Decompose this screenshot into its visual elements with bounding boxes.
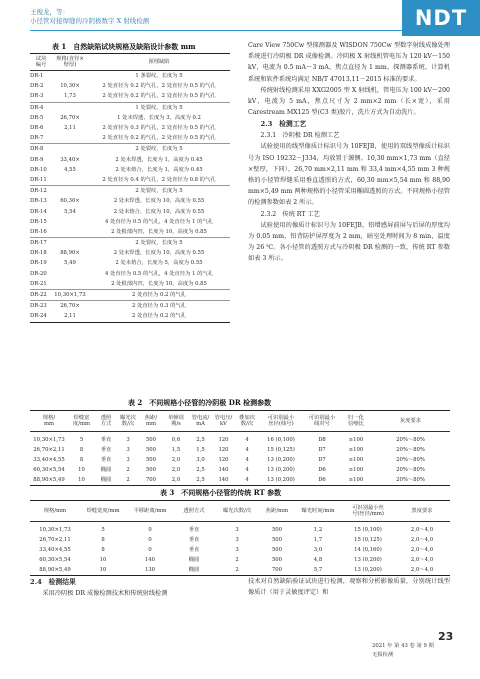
table2-cell: D7 — [318, 457, 326, 463]
table2-row — [30, 465, 450, 475]
table2-cell: 4 — [245, 477, 249, 483]
table2-cell: D8 — [318, 437, 326, 443]
table3-cell: 1,2 — [313, 527, 323, 533]
t1-cell-id: DR-11 — [30, 176, 47, 183]
table1-row — [30, 133, 230, 144]
paragraph-results-start: 采用冷阴极 DR 成像检测技术和传统射线检测 — [42, 590, 168, 597]
table3-cell: 2,0～4,0 — [410, 547, 434, 553]
table3-row — [30, 545, 450, 555]
t1-cell-spec — [52, 186, 88, 197]
ndt-logo: NDT — [402, 0, 480, 36]
t1-cell-spec: 88,90× — [60, 250, 80, 257]
t1-cell-spec: 10,30× — [60, 83, 80, 90]
table2-cell: 3 — [126, 437, 130, 443]
table2-cell: 16 (0,100) — [267, 437, 295, 443]
table3-cell: 1,7 — [313, 537, 323, 543]
table1-caption: 表 1 自然缺陷试块规格及缺陷设计参数 mm — [52, 42, 196, 51]
t2-head-gray: 灰度要求 — [371, 411, 450, 432]
header-authors: 王俊龙，等： — [30, 8, 69, 16]
table2-row — [30, 432, 450, 446]
table2-cell: 0,6 — [171, 437, 181, 443]
table2-cell: 5 — [79, 437, 84, 443]
t2-head-frame: 单帧周 期/s — [163, 411, 189, 432]
table3-cell: 14 (0,160) — [354, 547, 382, 553]
t1-cell-spec — [52, 227, 88, 238]
t1-cell-spec: 5,49 — [64, 260, 76, 267]
t3-head-exposures: 曝光次数/次 — [214, 501, 260, 522]
t1-cell-defect: 2 处裂纹，长度为 5 — [88, 238, 230, 249]
table3-cell: 60,30×5,54 — [39, 557, 71, 563]
table1-row — [30, 238, 230, 249]
t2-head-spec: 规格/ mm — [30, 411, 68, 432]
table2-row — [30, 455, 450, 465]
table3-cell: 15 (0,100) — [354, 527, 382, 533]
table2-cell: D6 — [318, 477, 326, 483]
t1-cell-id: DR-20 — [30, 270, 47, 277]
table3-cell: 0 — [148, 547, 152, 553]
t2-head-focal: 焦距/ mm — [139, 411, 163, 432]
t2-head-current: 管电流/ mA — [189, 411, 212, 432]
table3-cell: 500 — [271, 527, 283, 533]
t1-cell-id: DR-7 — [30, 135, 44, 142]
t1-cell-defect: 2 处直径为 0.3 的气孔 — [88, 301, 230, 312]
t1-cell-defect: 2 处直径为 0.2 的气孔 — [132, 313, 186, 320]
t1-cell-id: DR-4 — [30, 102, 52, 113]
t1-cell-spec: 60,30× — [60, 198, 80, 205]
paragraph-dr-process: 试验使用的线型像质计标识号为 10FEJB，使用的双线型像质计标识号为 ISO 19232－J334，均放置于源侧。10,30 mm×1,73 mm（直径×壁厚，下同），26,70 mm×2,11 mm 和 33,4 mm×4,55 mm 3 种规格的小径管焊缝采用垂直透照的方式，60,30 mm×5,54 mm 和 88,90 mm×5,49 mm 两种规格的小径管采用椭圆透照的方式。不同规格小径管的检测参数如表 2 所示。 — [248, 143, 450, 207]
table3-cell: 10 — [99, 557, 107, 563]
table1-row — [30, 123, 230, 133]
table2-cell: 33,40×4,55 — [33, 457, 65, 463]
section-2-3-2-heading: 2.3.2 传统 RT 工艺 — [260, 210, 320, 218]
t3-head-spec: 规格/mm — [30, 501, 80, 522]
table2-row — [30, 445, 450, 455]
t1-cell-spec — [52, 71, 88, 82]
table3-cell: 13 (0,200) — [354, 567, 382, 573]
table3-cell: 2 — [235, 557, 239, 563]
table3-cell: 2,0～4,0 — [410, 527, 434, 533]
t2-head-stack: 叠加次 数/次 — [235, 411, 259, 432]
table2-cell: 2 — [126, 467, 130, 473]
table2-cell: 3 — [126, 447, 130, 453]
table2-cell: 20%～80% — [396, 467, 425, 473]
t1-cell-spec: 2,11 — [64, 313, 76, 320]
table3-cell: 3 — [235, 547, 239, 553]
table3-cell: 88,90×5,49 — [39, 567, 71, 573]
table2-cell: 10 — [78, 477, 85, 483]
table1-row — [30, 311, 230, 322]
table1 — [30, 53, 230, 323]
table3-cell: 2,0～4,0 — [410, 557, 434, 563]
table2-cell: ≥100 — [348, 437, 364, 443]
table1-row — [30, 113, 230, 123]
table2-cell: 120 — [218, 457, 229, 463]
t2-head-weld-width: 焊缝宽 度/mm — [68, 411, 95, 432]
running-header — [30, 8, 149, 26]
table2-caption: 表 2 不同规格小径管的冷阴极 DR 检测参数 — [128, 398, 272, 407]
table2-cell: 垂直 — [100, 447, 112, 453]
table2-cell: ≥100 — [348, 457, 364, 463]
table1-row — [30, 279, 230, 290]
table2-cell: 3 — [126, 457, 130, 463]
t3-head-weld-width: 焊缝宽度/mm — [80, 501, 126, 522]
paragraph-rt-process: 试验使用的像质计标识号为 10FEJB，铅增感屏前屏与后屏的厚度均为 0.05 mm，铅背防护屏厚度为 2 mm，暗室处理时间为 8 min，温度为 26 ℃。各小径管的透照方式与冷阴极 DR 检测的一致，传统 RT 参数如表 3 所示。 — [248, 221, 450, 263]
section-2-3-heading: 2.3 检测工艺 — [260, 120, 307, 129]
table3-cell: 0 — [148, 527, 152, 533]
t1-cell-spec — [52, 269, 88, 279]
table1-row — [30, 155, 230, 165]
t1-cell-defect: 2 处未熔合，长度为 10，高度为 0.55 — [113, 208, 205, 215]
table1-row — [30, 258, 230, 268]
t1-cell-id: DR-8 — [30, 144, 52, 155]
t1-cell-id: DR-2 — [30, 83, 44, 90]
table2-cell: 2,5 — [196, 477, 205, 483]
table2-cell: 8 — [79, 457, 84, 463]
t1-cell-defect: 2 处直径为 0.3 的气孔，2 处直径为 0.5 的气孔 — [102, 125, 216, 132]
t1-cell-spec — [52, 133, 88, 144]
table2-cell: 20%～80% — [396, 437, 425, 443]
table3-cell: 垂直 — [188, 537, 200, 543]
t1-cell-defect: 4 处直径为 0.5 的气孔，4 处直径为 1 的气孔 — [104, 270, 214, 277]
table3-cell: 2,0～4,0 — [410, 567, 434, 573]
table1-row — [30, 217, 230, 227]
t3-head-focal: 焦距/mm — [260, 501, 294, 522]
table1-row — [30, 144, 230, 155]
table1-row — [30, 186, 230, 197]
table3-cell: 3,0 — [313, 547, 323, 553]
t3-head-shift: 平移距离/mm — [126, 501, 174, 522]
t1-cell-id: DR-16 — [30, 228, 47, 235]
t1-cell-defect: 1 处未焊透，长度为 3，高度为 0.2 — [117, 114, 201, 121]
table3-row — [30, 522, 450, 536]
table2-cell: 2,5 — [196, 437, 205, 443]
table2-cell: 13 (0,200) — [267, 477, 295, 483]
t1-cell-spec: 1,73 — [64, 93, 76, 100]
table3-cell: 4,8 — [313, 557, 323, 563]
t1-head-id: 试块 编号 — [30, 54, 52, 71]
t1-cell-id: DR-22 — [30, 289, 52, 300]
t1-cell-defect: 2 处直径为 0.2 的气孔，2 处直径为 0.5 的气孔 — [102, 135, 216, 142]
table2-cell: 垂直 — [100, 457, 112, 463]
table3-cell: 8 — [101, 547, 105, 553]
table1-row — [30, 196, 230, 206]
t1-cell-id: DR-14 — [30, 208, 47, 215]
table2-cell: 500 — [145, 467, 157, 473]
table2-cell: 500 — [145, 437, 157, 443]
table1-row — [30, 301, 230, 312]
table3-cell: 2 — [235, 567, 239, 573]
t3-head-mode: 透照方式 — [174, 501, 214, 522]
t2-head-snr: 归一化 信噪比 — [341, 411, 371, 432]
t1-cell-id: DR-1 — [30, 73, 44, 80]
table1-row — [30, 206, 230, 216]
table2-cell: 椭圆 — [100, 467, 112, 473]
section-2-3-1-heading: 2.3.1 冷阴极 DR 检测工艺 — [260, 132, 340, 140]
table3-cell: 130 — [144, 567, 156, 573]
table2-cell: 140 — [218, 467, 229, 473]
t1-cell-defect: 2 处裂纹，长度为 5 — [88, 186, 230, 197]
table3-cell: 3 — [235, 537, 239, 543]
table3-cell: 3 — [235, 527, 239, 533]
table2-cell: 88,90×5,49 — [33, 477, 65, 483]
table2-cell: 4 — [245, 437, 249, 443]
t1-head-spec: 规格(直径× 壁厚) — [52, 54, 88, 71]
table2-cell: D7 — [318, 447, 326, 453]
table2-cell: 60,30×5,54 — [33, 467, 65, 473]
table3-cell: 13 (0,200) — [354, 557, 382, 563]
t1-cell-spec: 33,40× — [60, 156, 80, 163]
table3-row — [30, 555, 450, 565]
t1-cell-spec — [52, 238, 88, 249]
table2-cell: 15 (0,125) — [267, 447, 295, 453]
t1-cell-id: DR-15 — [30, 218, 47, 225]
table2-cell: 8 — [79, 447, 84, 453]
table1-row — [30, 71, 230, 82]
t1-cell-spec — [52, 175, 88, 186]
t1-cell-defect: 4 处直径为 0.5 的气孔，4 处直径为 1 的气孔 — [104, 218, 214, 225]
t2-head-wire: 可识别最小 丝径(线号) — [259, 411, 303, 432]
t1-cell-defect: 2 处未焊透，长度为 1，高度为 0.45 — [115, 156, 203, 163]
table2-cell: 140 — [218, 477, 229, 483]
table2-cell: 120 — [218, 437, 229, 443]
t1-cell-spec: 5,54 — [64, 208, 76, 215]
paragraph-equipment: Care View 750Cw 型探测器及 WISDON 750Cw 型数字射线成像处理系统进行冷阴极 DR 成像检测。冷阴极 X 射线机管电压为 120 kV～150 kV，电流为 0.5 mA～3 mA，焦点直径为 1 mm。探测器系统、计算机系统和软件系统均满足 NB/T 47013.11－2015 标准的要求。 — [248, 42, 450, 83]
table2-cell: 2,5 — [196, 467, 205, 473]
table3-cell: 8 — [101, 537, 105, 543]
table2-cell: 4 — [245, 457, 249, 463]
table3-cell: 15 (0,125) — [354, 537, 382, 543]
table2-cell: ≥100 — [348, 477, 364, 483]
section-2-4-heading: 2.4 检测结果 — [30, 578, 76, 586]
t2-head-pair: 可识别最小 线对号 — [303, 411, 341, 432]
table2-cell: 13 (0,200) — [267, 457, 295, 463]
table1-row — [30, 289, 230, 300]
right-column — [248, 40, 450, 264]
paragraph-results-continued: 技术对自然缺陷验证试块进行检测，观察和分析影像质量，分别统计线型像质计（用于灵敏度评定）和 — [248, 578, 450, 597]
table3-cell: 140 — [144, 557, 156, 563]
table1-row — [30, 81, 230, 91]
t1-cell-defect: 2 处未熔合，长度为 1，高度为 0.45 — [115, 166, 203, 173]
t1-cell-defect: 2 处未熔合，长度为 5，高度为 0.55 — [115, 260, 203, 267]
table3-cell: 椭圆 — [188, 567, 200, 573]
table2-cell: D6 — [318, 467, 326, 473]
table2-cell: 2,0 — [171, 477, 181, 483]
table3-row — [30, 535, 450, 545]
t3-head-time: 曝光时间/min — [294, 501, 342, 522]
table2-row — [30, 475, 450, 486]
table2-cell: 2,0 — [171, 467, 181, 473]
table3-cell: 26,70×2,11 — [39, 537, 71, 543]
t1-cell-id: DR-12 — [30, 186, 52, 197]
table1-row — [30, 165, 230, 175]
table2-cell: 垂直 — [100, 437, 112, 443]
table2-cell: 2 — [126, 477, 130, 483]
t1-cell-id: DR-3 — [30, 93, 44, 100]
t1-cell-spec — [52, 279, 88, 290]
table1-row — [30, 102, 230, 113]
table3-cell: 10 — [99, 567, 107, 573]
t1-cell-defect: 2 处直径为 0.4 的气孔，2 处直径为 0.8 的气孔 — [102, 176, 216, 183]
t1-cell-id: DR-23 — [30, 301, 52, 312]
table1-row — [30, 248, 230, 258]
table3-cell: 垂直 — [188, 547, 200, 553]
t1-cell-spec: 26,70× — [52, 301, 88, 312]
t3-head-density: 黑度要求 — [394, 501, 450, 522]
table3-cell: 垂直 — [188, 527, 200, 533]
table2-cell: 3,0 — [196, 457, 205, 463]
bottom-left-column — [30, 576, 230, 599]
t1-cell-spec: 26,70× — [60, 114, 80, 121]
table2-cell: 20%～80% — [396, 447, 425, 453]
table3-caption: 表 3 不同规格小径管的传统 RT 参数 — [160, 488, 282, 497]
table2-cell: 20%～80% — [396, 457, 425, 463]
table1-row — [30, 91, 230, 102]
t1-cell-defect: 2 处裂纹，长度为 5 — [88, 144, 230, 155]
table3-cell: 500 — [271, 537, 283, 543]
header-rule — [30, 30, 402, 31]
t1-cell-defect: 1 处裂纹，长度为 5 — [88, 102, 230, 113]
table2-cell: 4 — [245, 447, 249, 453]
t1-cell-id: DR-6 — [30, 125, 44, 132]
table2-cell: 1,5 — [171, 447, 181, 453]
t1-cell-spec: 4,55 — [64, 166, 76, 173]
table2-cell: ≥100 — [348, 467, 364, 473]
table2-cell: 500 — [145, 447, 157, 453]
table2-cell: 椭圆 — [100, 477, 112, 483]
t1-cell-spec: 2,11 — [64, 125, 76, 132]
table2-cell: 10 — [78, 467, 85, 473]
table3-row — [30, 565, 450, 576]
paragraph-traditional-equipment: 传统射线检测采用 XXG2005 型 X 射线机，管电压为 100 kV～200 kV，电流为 5 mA，焦点尺寸为 2 mm×2 mm（长×宽），采用 Carestream MX125 型(C3 类)胶片，洗片方式为自动洗片。 — [248, 86, 450, 117]
t1-cell-defect: 2 处直径为 0.2 的气孔，2 处直径为 0.5 的气孔 — [102, 93, 216, 100]
t1-cell-defect: 2 处未焊透，长度为 10，高度为 0.55 — [113, 198, 205, 205]
table3-cell: 33,40×4,55 — [39, 547, 71, 553]
table3-cell: 500 — [271, 557, 283, 563]
t2-head-mode: 透照 方式 — [95, 411, 117, 432]
t1-cell-defect: 2 处根部内凹，长度为 10，高度为 0.85 — [111, 280, 207, 287]
table3-cell: 0 — [148, 537, 152, 543]
footer-issue: 2021 年 第 43 卷 第 9 期 — [372, 643, 434, 649]
table3-cell: 椭圆 — [188, 557, 200, 563]
table1-row — [30, 269, 230, 279]
table1-row — [30, 227, 230, 238]
table3-cell: 700 — [271, 567, 283, 573]
table3-cell: 2,0～4,0 — [410, 537, 434, 543]
table2 — [30, 410, 450, 486]
footer-journal: 无损检测 — [372, 652, 394, 658]
t1-cell-id: DR-13 — [30, 198, 47, 205]
t1-cell-defect: 2 处直径为 0.2 的气孔 — [88, 289, 230, 300]
table2-cell: 1,5 — [196, 447, 205, 453]
t1-cell-defect: 1 条裂纹，长度为 5 — [135, 73, 183, 80]
table2-cell: 10,30×1,73 — [33, 437, 65, 443]
table2-cell: 2,0 — [171, 457, 181, 463]
t1-cell-id: DR-10 — [30, 166, 47, 173]
table3-cell: 5 — [101, 527, 105, 533]
table2-cell: 700 — [145, 477, 157, 483]
table2-cell: 4 — [245, 467, 249, 473]
t1-cell-id: DR-9 — [30, 156, 44, 163]
table3-cell: 5,7 — [313, 567, 323, 573]
header-title: 小径管对接焊缝的冷阴极数字 X 射线检测 — [30, 17, 150, 25]
table2-cell: ≥100 — [348, 447, 364, 453]
t1-cell-spec: 10,30×1,73 — [52, 289, 88, 300]
t1-cell-id: DR-18 — [30, 250, 47, 257]
table2-cell: 26,70×2,11 — [33, 447, 65, 453]
table2-cell: 500 — [145, 457, 157, 463]
t1-cell-spec — [52, 102, 88, 113]
table3 — [30, 500, 450, 576]
table3-cell: 10,30×1,73 — [39, 527, 71, 533]
t1-cell-id: DR-21 — [30, 280, 47, 287]
t3-head-wire: 可识别最小丝 号(丝径/mm) — [342, 501, 394, 522]
table2-cell: 13 (0,200) — [267, 467, 295, 473]
t1-cell-spec — [52, 217, 88, 227]
t1-head-defect: 预埋缺陷 — [88, 54, 230, 71]
t1-cell-defect: 2 处直径为 0.2 的气孔，2 处直径为 0.5 的气孔 — [102, 83, 216, 90]
t1-cell-id: DR-19 — [30, 260, 47, 267]
t2-head-voltage: 管电压/ kV — [212, 411, 235, 432]
t1-cell-spec — [52, 144, 88, 155]
t1-cell-id: DR-24 — [30, 313, 47, 320]
page-number: 23 — [438, 630, 454, 643]
t1-cell-id: DR-17 — [30, 238, 52, 249]
t2-head-exposures: 曝光次 数/次 — [117, 411, 139, 432]
table2-cell: 20%～80% — [396, 477, 425, 483]
table2-cell: 120 — [218, 447, 229, 453]
t1-cell-defect: 2 处根部内凹，长度为 10，高度为 0.85 — [111, 228, 207, 235]
table1-row — [30, 175, 230, 186]
t1-cell-id: DR-5 — [30, 114, 44, 121]
table3-cell: 500 — [271, 547, 283, 553]
t1-cell-defect: 2 处未焊透，长度为 10，高度为 0.55 — [113, 250, 205, 257]
